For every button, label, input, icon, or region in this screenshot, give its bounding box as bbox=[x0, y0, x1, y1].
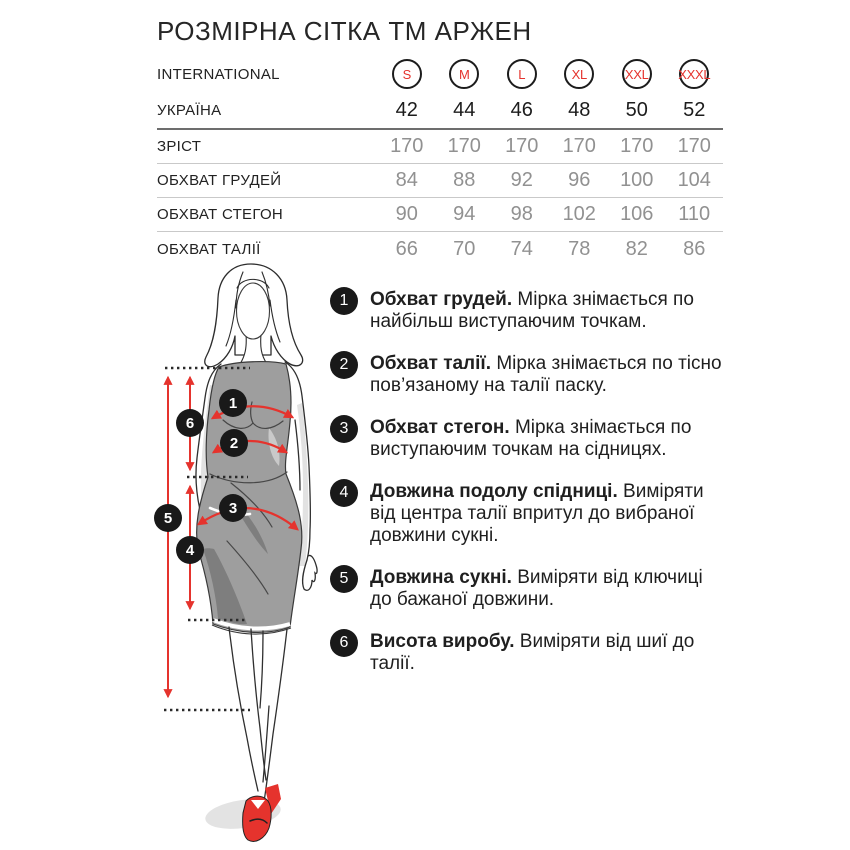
legend-badge-6: 6 bbox=[330, 629, 358, 657]
table-cell: 98 bbox=[510, 203, 533, 225]
legend-desc: Мірка знімається по виступаючим точкам на сідницях. bbox=[370, 417, 692, 460]
legend-item-bust bbox=[330, 289, 728, 333]
legend-term: Обхват талії. bbox=[370, 353, 492, 374]
table-cell: 170 bbox=[620, 135, 654, 157]
table-cell: 42 bbox=[395, 99, 418, 121]
table-cell: 70 bbox=[453, 237, 476, 260]
table-cell: 82 bbox=[625, 237, 648, 260]
table-cell: 170 bbox=[505, 135, 539, 157]
figure-badge-1 bbox=[219, 389, 247, 417]
legend-text bbox=[370, 481, 728, 547]
legend-term: Довжина сукні. bbox=[370, 567, 512, 588]
legend-desc: Виміряти від шиї до талії. bbox=[370, 631, 695, 674]
table-cell: 96 bbox=[568, 169, 591, 191]
svg-text:6: 6 bbox=[185, 415, 195, 432]
table-cell: 170 bbox=[677, 135, 711, 157]
table-cell: 44 bbox=[453, 99, 476, 121]
figure-badge-4 bbox=[176, 536, 204, 564]
legend-desc: Мірка знімається по найбільш виступаючим точкам. bbox=[370, 289, 694, 332]
row-label-waist: ОБХВАТ ТАЛІЇ bbox=[157, 240, 261, 258]
table-cell: 46 bbox=[510, 99, 533, 121]
figure-badge-3 bbox=[219, 494, 247, 522]
table-row-international bbox=[157, 55, 723, 93]
legend-badge-3: 3 bbox=[330, 415, 358, 443]
dress-sketch bbox=[197, 362, 302, 633]
legend-desc: Виміряти від центра талії впритул до вибраної довжини сукні. bbox=[370, 481, 704, 546]
row-label-bust: ОБХВАТ ГРУДЕЙ bbox=[157, 172, 282, 189]
page-title: РОЗМІРНА СІТКА ТМ АРЖЕН bbox=[157, 16, 532, 46]
row-label-height: ЗРІСТ bbox=[157, 138, 202, 155]
size-badge-s: S bbox=[392, 59, 422, 89]
figure-badge-5 bbox=[154, 504, 182, 532]
legs-sketch bbox=[229, 627, 287, 802]
table-cell: 170 bbox=[562, 135, 596, 157]
table-cell: 100 bbox=[620, 169, 654, 191]
table-cell: 48 bbox=[568, 99, 591, 121]
table-cell: 74 bbox=[510, 237, 533, 260]
table-cell: 78 bbox=[568, 237, 591, 260]
row-label-ukraine: УКРАЇНА bbox=[157, 102, 222, 119]
svg-text:2: 2 bbox=[229, 435, 239, 452]
legend-text bbox=[370, 417, 728, 461]
legend-item-dress-length bbox=[330, 567, 728, 611]
legend-text bbox=[370, 567, 728, 611]
measurement-legend bbox=[330, 289, 728, 695]
figure-badge-2 bbox=[220, 429, 248, 457]
table-cell: 170 bbox=[447, 135, 481, 157]
legend-badge-2: 2 bbox=[330, 351, 358, 379]
row-label-international: INTERNATIONAL bbox=[157, 65, 280, 83]
table-cell: 104 bbox=[677, 169, 711, 191]
table-row-ukraine bbox=[157, 93, 723, 130]
legend-badge-1: 1 bbox=[330, 287, 358, 315]
svg-text:5: 5 bbox=[163, 510, 173, 527]
size-badge-xxl: XXL bbox=[622, 59, 652, 89]
size-badge-m: M bbox=[449, 59, 479, 89]
table-cell: 52 bbox=[683, 99, 706, 121]
table-cell: 106 bbox=[620, 203, 654, 225]
table-cell: 92 bbox=[510, 169, 533, 191]
face-sketch bbox=[237, 283, 270, 339]
figure-badge-6 bbox=[176, 409, 204, 437]
svg-text:3: 3 bbox=[228, 500, 238, 517]
legend-term: Обхват грудей. bbox=[370, 289, 513, 310]
legend-badge-4: 4 bbox=[330, 479, 358, 507]
legend-badge-5: 5 bbox=[330, 565, 358, 593]
size-badge-l: L bbox=[507, 59, 537, 89]
svg-text:4: 4 bbox=[185, 542, 195, 559]
legend-term: Обхват стегон. bbox=[370, 417, 510, 438]
legend-term: Висота виробу. bbox=[370, 631, 515, 652]
table-row-hips bbox=[157, 198, 723, 232]
legend-text bbox=[370, 631, 728, 675]
table-cell: 170 bbox=[390, 135, 424, 157]
figure-illustration bbox=[140, 258, 320, 850]
legend-desc: Виміряти від ключиці до бажаної довжини. bbox=[370, 567, 703, 610]
table-cell: 66 bbox=[395, 237, 418, 260]
svg-text:1: 1 bbox=[228, 395, 238, 412]
table-cell: 86 bbox=[683, 237, 706, 260]
legend-text bbox=[370, 353, 728, 397]
table-cell: 110 bbox=[678, 203, 711, 225]
row-label-hips: ОБХВАТ СТЕГОН bbox=[157, 206, 284, 223]
table-row-height bbox=[157, 130, 723, 164]
legend-desc: Мірка знімається по тісно пов’язаному на талії паску. bbox=[370, 353, 722, 396]
table-cell: 90 bbox=[395, 203, 418, 225]
table-cell: 88 bbox=[453, 169, 476, 191]
table-cell: 84 bbox=[395, 169, 418, 191]
legend-text bbox=[370, 289, 728, 333]
table-cell: 102 bbox=[562, 203, 596, 225]
size-badge-xl: XL bbox=[564, 59, 594, 89]
size-badge-xxxl: XXXL bbox=[679, 59, 709, 89]
table-cell: 50 bbox=[625, 99, 648, 121]
legend-item-hips bbox=[330, 417, 728, 461]
legend-item-waist bbox=[330, 353, 728, 397]
table-row-bust bbox=[157, 164, 723, 198]
legend-item-skirt-length bbox=[330, 481, 728, 547]
table-cell: 94 bbox=[453, 203, 476, 225]
size-table bbox=[157, 55, 723, 266]
legend-item-product-height bbox=[330, 631, 728, 675]
legend-term: Довжина подолу спідниці. bbox=[370, 481, 618, 502]
